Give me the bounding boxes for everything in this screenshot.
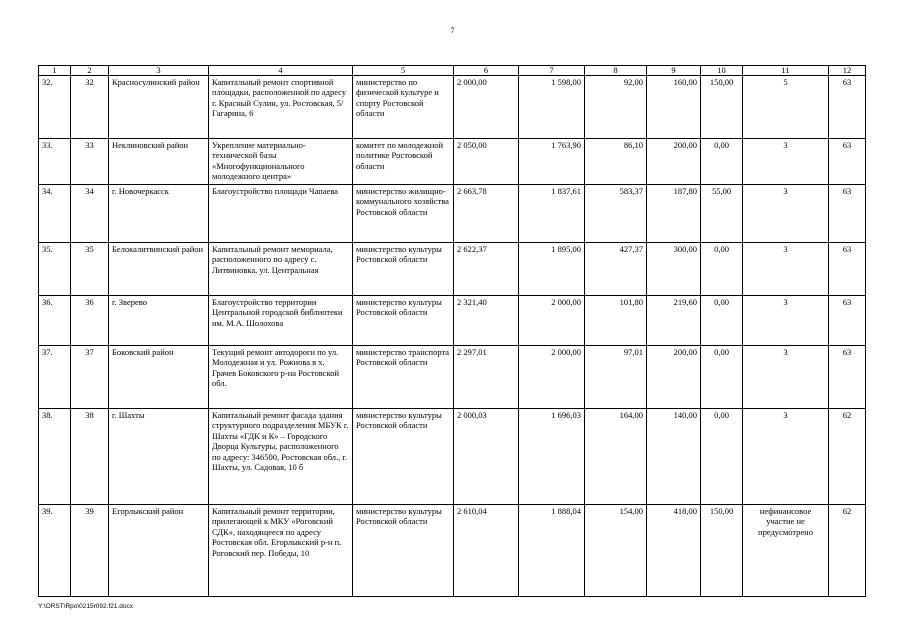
total-cost: 2 000,00 (454, 76, 519, 139)
score: 63 (829, 243, 866, 296)
participation: 3 (743, 185, 829, 243)
row-number: 37. (39, 346, 71, 409)
ministry: министерство транспорта Ростовской области (353, 346, 454, 409)
header-cell: 10 (701, 66, 743, 76)
score: 62 (829, 505, 866, 597)
local-budget: 164,00 (585, 409, 647, 505)
score: 63 (829, 185, 866, 243)
ministry: комитет по молодежной политике Ростовской области (353, 139, 454, 185)
local-budget: 154,00 (585, 505, 647, 597)
col-10-value: 150,00 (701, 76, 743, 139)
col-9-value: 200,00 (647, 139, 701, 185)
table-row (39, 139, 866, 185)
row-number: 36. (39, 296, 71, 346)
local-budget: 92,00 (585, 76, 647, 139)
row-number: 32. (39, 76, 71, 139)
municipality: Красносулинский район (109, 76, 209, 139)
col-10-value: 0,00 (701, 243, 743, 296)
total-cost: 2 321,40 (454, 296, 519, 346)
ministry: министерство культуры Ростовской области (353, 296, 454, 346)
table-row (39, 505, 866, 597)
header-cell: 1 (39, 66, 71, 76)
local-budget: 101,80 (585, 296, 647, 346)
header-cell: 9 (647, 66, 701, 76)
table-row (39, 296, 866, 346)
local-budget: 583,37 (585, 185, 647, 243)
municipality: Неклиновский район (109, 139, 209, 185)
col-9-value: 418,00 (647, 505, 701, 597)
table-row (39, 185, 866, 243)
page-number: 7 (450, 26, 455, 35)
participation: 3 (743, 296, 829, 346)
col-10-value: 0,00 (701, 139, 743, 185)
object-number: 38 (71, 409, 109, 505)
score: 63 (829, 139, 866, 185)
total-cost: 2 297,01 (454, 346, 519, 409)
col-9-value: 140,00 (647, 409, 701, 505)
object-number: 32 (71, 76, 109, 139)
header-cell: 2 (71, 66, 109, 76)
header-cell: 4 (209, 66, 353, 76)
participation: 3 (743, 243, 829, 296)
project-name: Укрепление материально-технической базы «Многофункционального молодежного центра» (209, 139, 353, 185)
project-name: Капитальный ремонт мемориала, расположенного по адресу с. Литвиновка, ул. Центральная (209, 243, 353, 296)
regional-budget: 1 895,00 (519, 243, 585, 296)
file-path: Y:\ORST\Rpo\0215r092.f21.docx (38, 603, 134, 610)
total-cost: 2 622,37 (454, 243, 519, 296)
row-number: 33. (39, 139, 71, 185)
project-name: Благоустройство площади Чапаева (209, 185, 353, 243)
object-number: 33 (71, 139, 109, 185)
municipality: Белокалитвинский район (109, 243, 209, 296)
project-name: Капитальный ремонт спортивной площадки, расположенной по адресу г. Красный Сулин, ул. Ростовская, 5/Гагарина, 6 (209, 76, 353, 139)
score: 63 (829, 76, 866, 139)
object-number: 35 (71, 243, 109, 296)
total-cost: 2 663,78 (454, 185, 519, 243)
ministry: министерство по физической культуре и спорту Ростовской области (353, 76, 454, 139)
municipality: Егорлыкский район (109, 505, 209, 597)
table-row (39, 76, 866, 139)
regional-budget: 1 763,90 (519, 139, 585, 185)
project-name: Текущий ремонт автодороги по ул. Молодежная и ул. Рожнова в х. Грачев Боковского р-на Ростовской обл. (209, 346, 353, 409)
object-number: 36 (71, 296, 109, 346)
col-10-value: 55,00 (701, 185, 743, 243)
regional-budget: 1 837,61 (519, 185, 585, 243)
header-cell: 7 (519, 66, 585, 76)
score: 63 (829, 346, 866, 409)
col-9-value: 187,80 (647, 185, 701, 243)
participation: нефинансовое участие не предусмотрено (743, 505, 829, 597)
total-cost: 2 610,04 (454, 505, 519, 597)
municipality: Боковский район (109, 346, 209, 409)
table-row (39, 243, 866, 296)
municipality: г. Шахты (109, 409, 209, 505)
col-10-value: 150,00 (701, 505, 743, 597)
data-table (38, 65, 866, 597)
col-9-value: 200,00 (647, 346, 701, 409)
table-row (39, 409, 866, 505)
object-number: 37 (71, 346, 109, 409)
ministry: министерство культуры Ростовской области (353, 243, 454, 296)
row-number: 34. (39, 185, 71, 243)
col-10-value: 0,00 (701, 409, 743, 505)
row-number: 35. (39, 243, 71, 296)
col-9-value: 300,00 (647, 243, 701, 296)
project-name: Благоустройство территории Центральной городской библиотеки им. М.А. Шолохова (209, 296, 353, 346)
header-cell: 12 (829, 66, 866, 76)
score: 63 (829, 296, 866, 346)
score: 62 (829, 409, 866, 505)
local-budget: 97,01 (585, 346, 647, 409)
local-budget: 86,10 (585, 139, 647, 185)
regional-budget: 2 000,00 (519, 346, 585, 409)
regional-budget: 1 696,03 (519, 409, 585, 505)
ministry: министерство жилищно-коммунального хозяйства Ростовской области (353, 185, 454, 243)
regional-budget: 2 000,00 (519, 296, 585, 346)
header-cell: 5 (353, 66, 454, 76)
ministry: министерство культуры Ростовской области (353, 505, 454, 597)
header-cell: 11 (743, 66, 829, 76)
header-cell: 6 (454, 66, 519, 76)
project-name: Капитальный ремонт фасада здания структурного подразделения МБУК г. Шахты «ГДК и К» – Городского Дворца Культуры, расположенного по адресу: 346500, Ростовская обл., г. Шахты, ул. Садовая, 10 б (209, 409, 353, 505)
object-number: 39 (71, 505, 109, 597)
header-cell: 8 (585, 66, 647, 76)
col-10-value: 0,00 (701, 296, 743, 346)
regional-budget: 1 888,04 (519, 505, 585, 597)
col-9-value: 160,00 (647, 76, 701, 139)
project-name: Капитальный ремонт территории, прилегающей к МКУ «Роговский СДК», находящееся по адресу Ростовская обл. Егорлыкский р-н п. Роговский пер. Победы, 10 (209, 505, 353, 597)
total-cost: 2 000,03 (454, 409, 519, 505)
regional-budget: 1 598,00 (519, 76, 585, 139)
header-cell: 3 (109, 66, 209, 76)
participation: 3 (743, 409, 829, 505)
row-number: 38. (39, 409, 71, 505)
municipality: г. Зверево (109, 296, 209, 346)
row-number: 39. (39, 505, 71, 597)
header-row (39, 66, 866, 76)
object-number: 34 (71, 185, 109, 243)
municipality: г. Новочеркасск (109, 185, 209, 243)
ministry: министерство культуры Ростовской области (353, 409, 454, 505)
participation: 5 (743, 76, 829, 139)
col-9-value: 219,60 (647, 296, 701, 346)
local-budget: 427,37 (585, 243, 647, 296)
participation: 3 (743, 139, 829, 185)
col-10-value: 0,00 (701, 346, 743, 409)
participation: 3 (743, 346, 829, 409)
total-cost: 2 050,00 (454, 139, 519, 185)
table-row (39, 346, 866, 409)
